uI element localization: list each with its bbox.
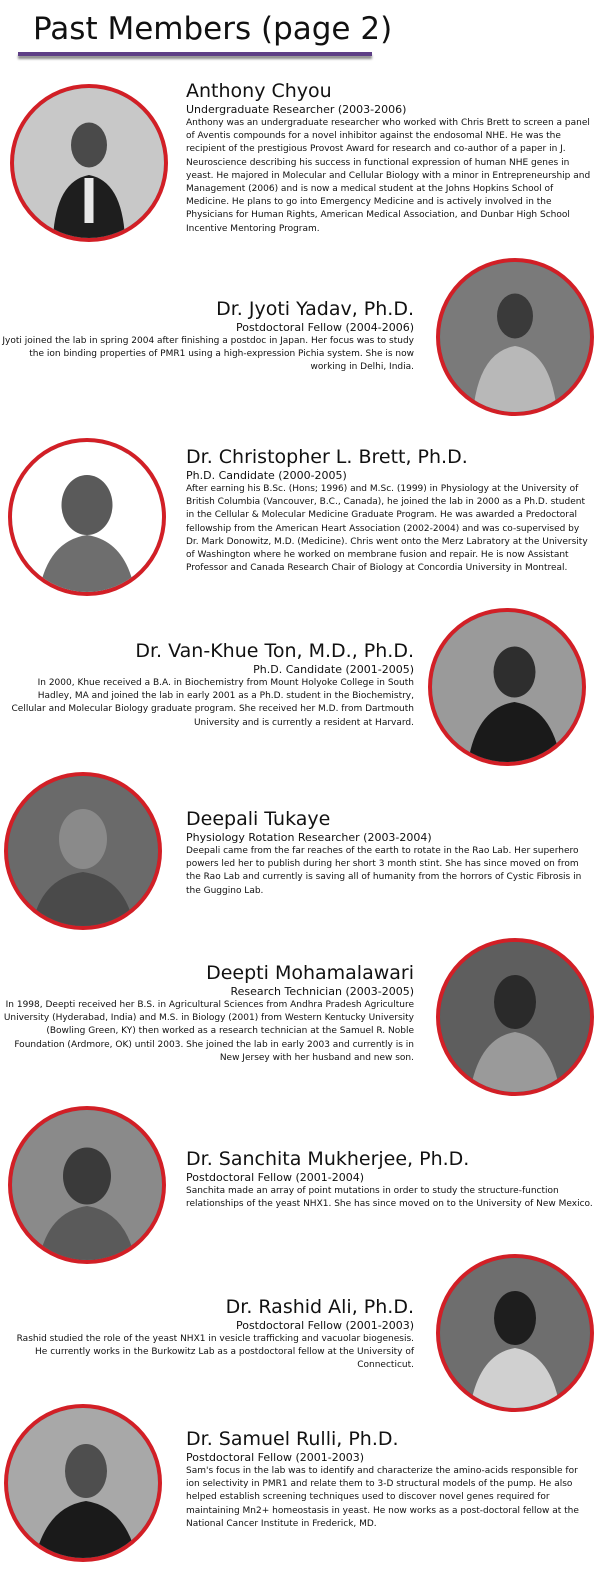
member-bio: Sanchita made an array of point mutations in order to study the structure-function relationships of the yeast NHX1. She has since moved on to the University of New Mexico.: [186, 1186, 593, 1210]
member-role: Postdoctoral Fellow (2001-2003): [186, 1451, 365, 1464]
member-photo: [428, 608, 586, 766]
member-photo: [4, 772, 162, 930]
member-name: Dr. Christopher L. Brett, Ph.D.: [186, 446, 468, 468]
member-bio: After earning his B.Sc. (Hons; 1996) and M.Sc. (1999) in Physiology at the University of British Columbia (Vancouver, B.C., Canada), he joined the lab in 2000 as a Ph.D. student in the Cellular & Molecular Medicine Graduate Program. He was awarded a Predoctoral fellowship from the American Heart Association (2002-2004) and was co-supervised by Dr. Mark Donowitz, M.D. (Medicine). Chris went onto the Merz Labratory at the University of Washington where he worked on membrane fusion and repair. He is now Assistant Professor and Canada Research Chair of Biology at Concordia University in Montreal.: [186, 484, 588, 574]
member-name: Dr. Van-Khue Ton, M.D., Ph.D.: [135, 640, 414, 662]
member-role: Postdoctoral Fellow (2004-2006): [235, 321, 414, 334]
member-bio: Rashid studied the role of the yeast NHX1 in vesicle trafficking and vacuolar biogenesis. He currently works in the Burkowitz Lab as a postdoctoral fellow at the University of Connecticut.: [16, 1334, 414, 1371]
member-photo: [436, 258, 594, 416]
member-bio: In 2000, Khue received a B.A. in Biochemistry from Mount Holyoke College in South Hadley, MA and joined the lab in early 2001 as a Ph.D. student in the Biochemistry, Cellular and Molecular Biology graduate program. She received her M.D. from Dartmouth University and is currently a resident at Harvard.: [11, 678, 414, 728]
member-bio: Deepali came from the far reaches of the earth to rotate in the Rao Lab. Her superhero powers led her to publish during her short 3 month stint. She has since moved on from the Rao Lab and currently is saving all of humanity from the horrors of Cystic Fibrosis in the Guggino Lab.: [186, 846, 582, 896]
member-bio: Anthony was an undergraduate researcher who worked with Chris Brett to screen a panel of Aventis compounds for a novel inhibitor against the endosomal NHE. He was the recipient of the prestigious Provost Award for research and co-author of a paper in J. Neuroscience describing his success in functional expression of human NHE genes in yeast. He majored in Molecular and Cellular Biology with a minor in Entrepreneurship and Management (2006) and is now a medical student at the Johns Hopkins School of Medicine. He plans to go into Emergency Medicine and is actively involved in the Physicians for Human Rights, American Medical Association, and Dunbar High School Incentive Mentoring Program.: [186, 118, 591, 234]
member-name: Dr. Samuel Rulli, Ph.D.: [186, 1428, 399, 1450]
member-name: Deepali Tukaye: [186, 808, 331, 830]
member-bio: Jyoti joined the lab in spring 2004 after finishing a postdoc in Japan. Her focus was to study the ion binding properties of PMR1 using a high-expression Pichia system. She is now working in Delhi, India.: [2, 336, 414, 373]
member-role: Postdoctoral Fellow (2001-2004): [186, 1171, 365, 1184]
title-underline: [18, 52, 372, 56]
member-bio: In 1998, Deepti received her B.S. in Agricultural Sciences from Andhra Pradesh Agriculture University (Hyderabad, India) and M.S. in Biology (2001) from Western Kentucky University (Bowling Green, KY) then worked as a research technician at the Samuel R. Noble Foundation (Ardmore, OK) until 2003. She joined the lab in early 2003 and currently is in New Jersey with her husband and new son.: [3, 1000, 414, 1063]
member-role: Research Technician (2003-2005): [230, 985, 414, 998]
member-role: Ph.D. Candidate (2000-2005): [186, 469, 347, 482]
member-role: Undergraduate Researcher (2003-2006): [186, 103, 407, 116]
member-role: Physiology Rotation Researcher (2003-2004): [186, 831, 432, 844]
member-photo: [8, 438, 166, 596]
member-photo: [4, 1404, 162, 1562]
member-photo: [8, 1106, 166, 1264]
member-role: Ph.D. Candidate (2001-2005): [253, 663, 414, 676]
member-name: Dr. Rashid Ali, Ph.D.: [225, 1296, 414, 1318]
page-title: Past Members (page 2): [33, 11, 393, 47]
member-name: Deepti Mohamalawari: [206, 962, 414, 984]
member-name: Dr. Sanchita Mukherjee, Ph.D.: [186, 1148, 470, 1170]
member-bio: Sam's focus in the lab was to identify and characterize the amino-acids responsible for ion selectivity in PMR1 and relate them to 3-D structural models of the pump. He also helped establish screening techniques used to discover novel genes required for maintaining Mn2+ homeostasis in yeast. He now works as a post-doctoral fellow at the National Cancer Institute in Frederick, MD.: [186, 1466, 579, 1529]
member-photo: [436, 938, 594, 1096]
member-name: Anthony Chyou: [186, 80, 332, 102]
member-name: Dr. Jyoti Yadav, Ph.D.: [216, 298, 414, 320]
member-photo: [436, 1254, 594, 1412]
member-photo: [10, 84, 168, 242]
member-role: Postdoctoral Fellow (2001-2003): [235, 1319, 414, 1332]
